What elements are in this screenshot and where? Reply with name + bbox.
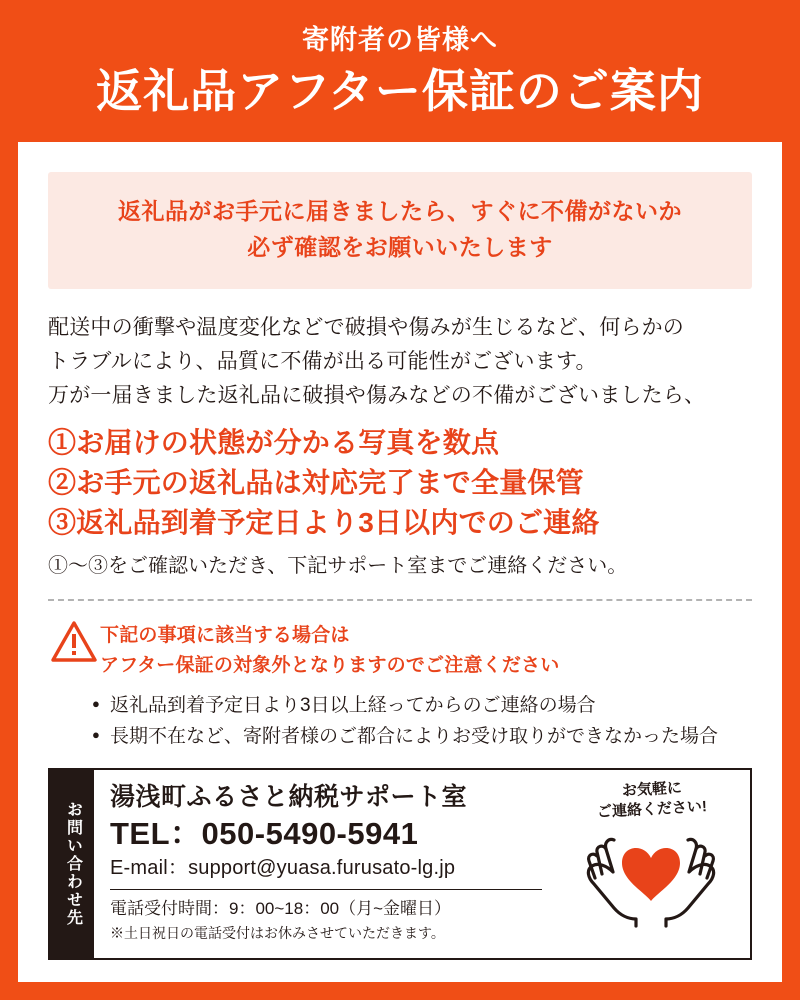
point-item-3: ③返礼品到着予定日より3日以内でのご連絡 [48,506,600,538]
content-card [18,142,782,982]
warning-line-1: 下記の事項に該当する場合は [100,624,350,646]
list-item: ● 長期不在など、寄附者様のご都合によりお受け取りができなかった場合 [92,722,752,753]
closing-text: ①〜③をご確認いただき、下記サポート室までご連絡ください。 [48,554,628,577]
illustration-caption-line-1: お気軽に [621,779,683,800]
illustration-caption [554,780,750,821]
warning-text [100,619,559,682]
header [0,0,800,119]
hands-holding-heart-icon [568,818,734,935]
organization-name: 湯浅町ふるさと納税サポート室 [110,783,468,811]
contact-details [94,770,554,958]
intro-line-2: トラブルにより、品質に不備が出る可能性がございます。 [48,350,597,374]
intro-line-3: 万が一届きました返礼品に破損や傷みなどの不備がございましたら、 [48,384,706,408]
support-hours: 電話受付時間：9：00~18：00（月~金曜日） [110,899,452,919]
intro-paragraph [48,311,752,413]
dashed-divider [48,599,752,601]
header-subtitle: 寄附者の皆様へ [302,25,498,55]
contact-tab-text: お問い合わせ先 [64,801,82,927]
point-item-2: ②お手元の返礼品は対応完了まで全量保管 [48,467,584,499]
page-title: 返礼品アフター保証のご案内 [96,64,704,117]
telephone-number[interactable]: TEL：050-5490-5941 [110,816,419,852]
intro-line-1: 配送中の衝撃や温度変化などで破損や傷みが生じるなど、何らかの [48,316,684,340]
list-item: ● 返礼品到着予定日より3日以上経ってからのご連絡の場合 [92,691,752,722]
notice-line-1: 返礼品がお手元に届きましたら、すぐに不備がないか [118,198,682,224]
warning-line-2: アフター保証の対象外となりますのでご注意ください [100,654,560,676]
contact-illustration [554,770,750,958]
point-item-1: ①お届けの状態が分かる写真を数点 [48,427,500,459]
contact-tab-label [50,770,94,958]
illustration-caption-line-2: ご連絡ください! [596,798,708,822]
exclusion-bullets [48,691,752,753]
notice-banner [48,172,752,289]
notice-line-2: 必ず確認をお願いいたします [247,233,553,260]
contact-separator [110,889,542,890]
email-address[interactable]: E-mail：support@yuasa.furusato-lg.jp [110,857,456,880]
warning-triangle-icon [48,619,100,663]
support-hours-note: ※土日祝日の電話受付はお休みさせていただきます。 [110,924,445,941]
numbered-points [48,423,752,542]
warning-block [48,619,752,682]
contact-box [48,768,752,960]
